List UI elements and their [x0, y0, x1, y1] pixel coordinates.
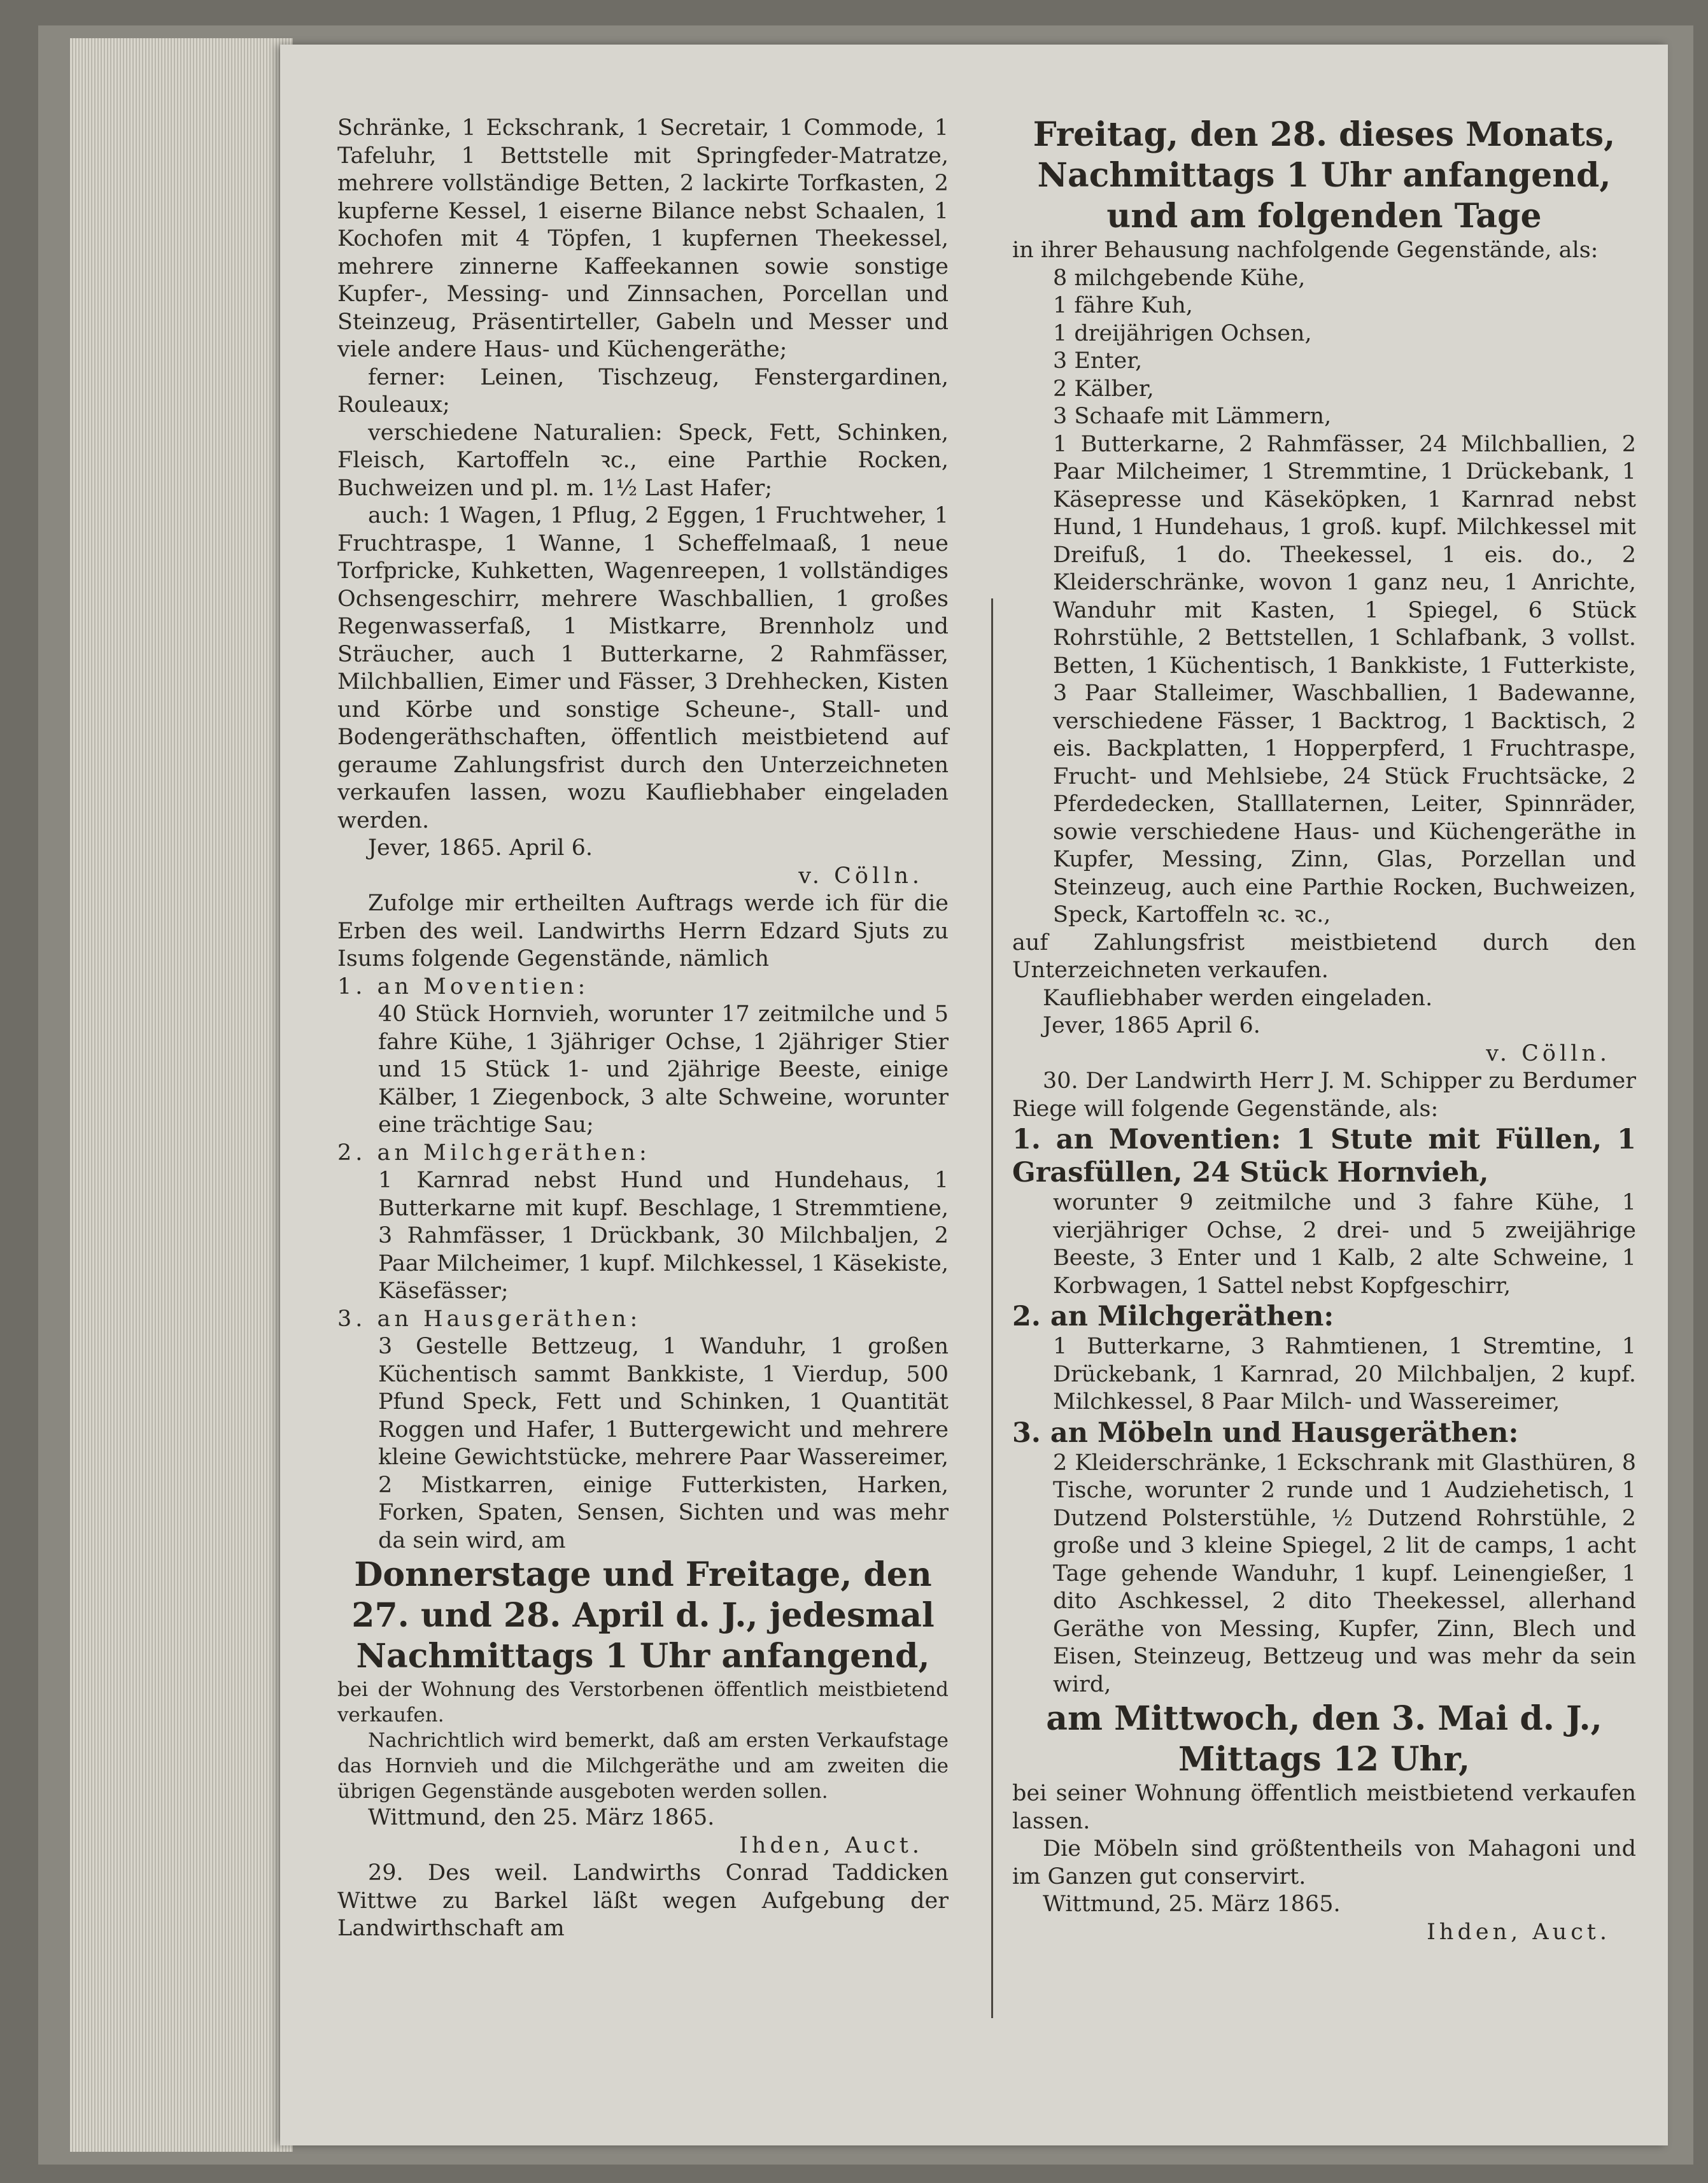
paragraph: 1 Butterkarne, 3 Rahmtienen, 1 Stremtine, 1 Drückebank, 1 Karnrad, 20 Milchbaljen, 2 kupf. Milchkessel, 8 Paar Milch- und Wassereimer,	[1053, 1334, 1636, 1415]
paragraph: in ihrer Behausung nachfolgende Gegenstände, als:	[1012, 237, 1599, 263]
section-heading: 3. an Hausgeräthen:	[337, 1306, 642, 1332]
paragraph: 29. Des weil. Landwirths Conrad Taddicken Wittwe zu Barkel läßt wegen Aufgebung der Landwirthschaft am	[337, 1860, 949, 1941]
dateline: Jever, 1865. April 6.	[368, 835, 593, 861]
list-item: 2 Kälber,	[1053, 376, 1154, 402]
paragraph: 30. Der Landwirth Herr J. M. Schipper zu Berdumer Riege will folgende Gegenstände, als:	[1012, 1068, 1636, 1122]
sale-date-heading: am Mittwoch, den 3. Mai d. J., Mittags 12 Uhr,	[1046, 1699, 1602, 1779]
signature: Ihden, Auct.	[1427, 1919, 1611, 1945]
list-item: 3 Enter,	[1053, 348, 1143, 374]
signature: Ihden, Auct.	[739, 1832, 923, 1858]
dateline: Jever, 1865 April 6.	[1043, 1013, 1260, 1038]
paragraph: Zufolge mir ertheilten Auftrags werde ich für die Erben des weil. Landwirths Herrn Edzard Sjuts zu Isums folgende Gegenstände, nämlich	[337, 891, 949, 971]
paragraph: 3 Gestelle Bettzeug, 1 Wanduhr, 1 großen Küchentisch sammt Bankkiste, 1 Vierdup, 500 Pfund Speck, Fett und Schinken, 1 Quantität Roggen und Hafer, 1 Buttergewicht und mehrere kleine Gewichtstücke, mehrere Paar Wassereimer, 2 Mistkarren, einige Futterkisten, Harken, Forken, Spaten, Sensen, Sichten und was mehr da sein wird, am	[378, 1334, 949, 1553]
list-item: 1 fähre Kuh,	[1053, 293, 1193, 318]
paragraph: Nachrichtlich wird bemerkt, daß am ersten Verkaufstage das Hornvieh und die Milchgeräthe und am zweiten die übrigen Gegenstände ausgeboten werden sollen.	[337, 1729, 949, 1803]
paragraph: worunter 9 zeitmilche und 3 fahre Kühe, 1 vierjähriger Ochse, 2 drei- und 5 zweijährige Beeste, 3 Enter und 1 Kalb, 2 alte Schweine, 1 Korbwagen, 1 Sattel nebst Kopfgeschirr,	[1053, 1190, 1636, 1299]
paragraph: 40 Stück Hornvieh, worunter 17 zeitmilche und 5 fahre Kühe, 1 3jähriger Ochse, 1 2jähriger Stier und 15 Stück 1- und 2jährige Beeste, einige Kälber, 1 Ziegenbock, 3 alte Schweine, worunter eine trächtige Sau;	[378, 1001, 949, 1138]
dateline: Wittmund, 25. März 1865.	[1043, 1891, 1341, 1917]
section-heading: 1. an Moventien: 1 Stute mit Füllen, 1 Grasfüllen, 24 Stück Hornvieh,	[1012, 1124, 1636, 1189]
left-column	[337, 115, 949, 1943]
right-column	[1012, 115, 1636, 1946]
dateline: Wittmund, den 25. März 1865.	[368, 1805, 715, 1830]
section-heading: 2. an Milchgeräthen:	[1012, 1301, 1334, 1332]
paragraph: auf Zahlungsfrist meistbietend durch den Unterzeichneten verkaufen.	[1012, 929, 1636, 983]
paragraph: Kaufliebhaber werden eingeladen.	[1043, 985, 1433, 1011]
page-edges	[70, 38, 293, 2152]
paragraph: Schränke, 1 Eckschrank, 1 Secretair, 1 Commode, 1 Tafeluhr, 1 Bettstelle mit Springfeder-Matratze, mehrere vollständige Betten, 2 lackirte Torfkasten, 2 kupferne Kessel, 1 eiserne Bilance nebst Schaalen, 1 Kochofen mit 4 Töpfen, 1 kupfernen Theekessel, mehrere zinnerne Kaffeekannen sowie sonstige Kupfer-, Messing- und Zinnsachen, Porcellan und Steinzeug, Präsentirteller, Gabeln und Messer und viele andere Haus- und Küchengeräthe;	[337, 115, 949, 362]
sale-date-heading: Freitag, den 28. dieses Monats, Nachmittags 1 Uhr anfangend, und am folgenden Tage	[1033, 115, 1616, 236]
signature: v. Cölln.	[798, 863, 923, 889]
paragraph: bei seiner Wohnung öffentlich meistbietend verkaufen lassen.	[1012, 1781, 1636, 1834]
section-heading: 1. an Moventien:	[337, 973, 589, 1000]
paragraph: auch: 1 Wagen, 1 Pflug, 2 Eggen, 1 Fruchtweher, 1 Fruchtraspe, 1 Wanne, 1 Scheffelmaaß, 1 neue Torfpricke, Kuhketten, Wagenreepen, 1 vollständiges Ochsengeschirr, mehrere Waschballien, 1 großes Regenwasserfaß, 1 Mistkarre, Brennholz und Sträucher, auch 1 Butterkarne, 2 Rahmfässer, Milchballien, Eimer und Fässer, 3 Drehhecken, Kisten und Körbe und sonstige Scheune-, Stall- und Bodengeräthschaften, öffentlich meistbietend auf geraume Zahlungsfrist durch den Unterzeichneten verkaufen lassen, wozu Kaufliebhaber eingeladen werden.	[337, 503, 949, 833]
signature: v. Cölln.	[1486, 1040, 1611, 1066]
paragraph: 1 Karnrad nebst Hund und Hundehaus, 1 Butterkarne mit kupf. Beschlage, 1 Stremmtiene, 3 Rahmfässer, 1 Drückbank, 30 Milchbaljen, 2 Paar Milcheimer, 1 kupf. Milchkessel, 1 Käsekiste, Käsefässer;	[378, 1168, 949, 1304]
column-divider	[991, 598, 993, 2018]
section-heading: 3. an Möbeln und Hausgeräthen:	[1012, 1416, 1519, 1449]
section-heading: 2. an Milchgeräthen:	[337, 1140, 651, 1166]
paragraph: 2 Kleiderschränke, 1 Eckschrank mit Glasthüren, 8 Tische, worunter 2 runde und 1 Audziehetisch, 1 Dutzend Polsterstühle, ½ Dutzend Rohrstühle, 2 große und 3 kleine Spiegel, 2 lit de camps, 1 acht Tage gehende Wanduhr, 1 kupf. Leinengießer, 1 dito Aschkessel, 2 dito Theekessel, allerhand Geräthe von Messing, Kupfer, Zinn, Blech und Eisen, Steinzeug, Bettzeug und was mehr da sein wird,	[1053, 1450, 1636, 1697]
sale-date-heading: Donnerstage und Freitage, den 27. und 28. April d. J., jedesmal Nachmittags 1 Uhr anfangend,	[351, 1555, 935, 1676]
list-item: 8 milchgebende Kühe,	[1053, 265, 1306, 291]
paragraph: bei der Wohnung des Verstorbenen öffentlich meistbietend verkaufen.	[337, 1678, 949, 1727]
paragraph: Die Möbeln sind größtentheils von Mahagoni und im Ganzen gut conservirt.	[1012, 1836, 1636, 1890]
list-item: 1 dreijährigen Ochsen,	[1053, 320, 1312, 346]
paragraph: 1 Butterkarne, 2 Rahmfässer, 24 Milchballien, 2 Paar Milcheimer, 1 Stremmtine, 1 Drückebank, 1 Käsepresse und Käseköpken, 1 Karnrad nebst Hund, 1 Hundehaus, 1 groß. kupf. Milchkessel mit Dreifuß, 1 do. Theekessel, 1 eis. do., 2 Kleiderschränke, wovon 1 ganz neu, 1 Anrichte, Wanduhr mit Kasten, 1 Spiegel, 6 Stück Rohrstühle, 2 Bettstellen, 1 Schlafbank, 3 vollst. Betten, 1 Küchentisch, 1 Bankkiste, 1 Futterkiste, 3 Paar Stalleimer, Waschballien, 1 Badewanne, verschiedene Fässer, 1 Backtrog, 1 Backtisch, 2 eis. Backplatten, 1 Hopperpferd, 1 Fruchtraspe, Frucht- und Mehlsiebe, 24 Stück Fruchtsäcke, 2 Pferdedecken, Stalllaternen, Leiter, Spinnräder, sowie verschiedene Haus- und Küchengeräthe in Kupfer, Messing, Zinn, Glas, Porzellan und Steinzeug, auch eine Parthie Rocken, Buchweizen, Speck, Kartoffeln ꝛc. ꝛc.,	[1053, 431, 1636, 928]
paragraph: ferner: Leinen, Tischzeug, Fenstergardinen, Rouleaux;	[337, 364, 949, 418]
newspaper-page	[280, 45, 1668, 2145]
paragraph: verschiedene Naturalien: Speck, Fett, Schinken, Fleisch, Kartoffeln ꝛc., eine Parthie Rocken, Buchweizen und pl. m. 1½ Last Hafer;	[337, 420, 949, 501]
list-item: 3 Schaafe mit Lämmern,	[1053, 404, 1332, 429]
